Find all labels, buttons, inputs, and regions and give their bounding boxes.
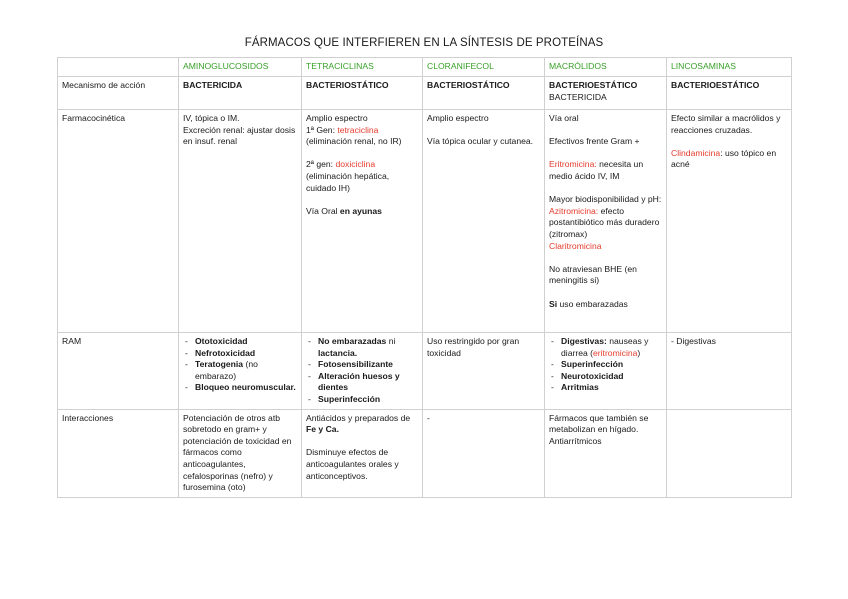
list-item: - Neurotoxicidad: [549, 371, 662, 383]
linco-farmaco-line2: [671, 148, 787, 171]
list-item: - Arritmias: [549, 382, 662, 394]
cell-inter-amino: Potenciación de otros atb sobretodo en gram+ y potenciación de toxicidad en fármacos como anticoagulantes, cefalosporinas (nefro) y furosemina (oto): [179, 409, 302, 497]
tetra-gen2-drug: doxiciclina: [335, 159, 376, 170]
tetra-inter-fe-ca: Fe y Ca.: [306, 424, 339, 435]
cell-farmaco-macro: [545, 110, 667, 333]
cell-farmaco-amino: [179, 110, 302, 333]
macro-farmaco-line2: Efectivos frente Gram +: [549, 136, 640, 147]
tetra-farmaco-line1: Amplio espectro: [306, 113, 368, 123]
macro-ram-list: [549, 336, 662, 394]
tetra-via-ayunas: en ayunas: [339, 205, 382, 216]
list-item: - Digestivas: nauseas y diarrea (eritromicina): [549, 336, 662, 359]
list-item: - No embarazadas ni lactancia.: [306, 336, 418, 359]
amino-farmaco-line2: Excreción renal: ajustar dosis en insuf. renal: [183, 124, 296, 147]
tetra-gen2-label: 2ª gen:: [306, 159, 336, 170]
list-item: - Superinfección: [306, 394, 418, 406]
macro-farmaco-line1: Vía oral: [549, 113, 579, 123]
list-item: - Teratogenia (no embarazo): [183, 359, 297, 382]
cell-mecanismo-linco: BACTERIOESTÁTICO: [667, 77, 792, 110]
tetra-gen1-drug: tetraciclina: [337, 124, 379, 135]
macro-mecanismo-line1: BACTERIOESTÁTICO: [549, 80, 638, 90]
header-tetraciclinas: TETRACICLINAS: [302, 58, 423, 77]
tetra-farmaco-line6: [306, 206, 418, 218]
cell-farmaco-tetra: [302, 110, 423, 333]
header-cell-empty: [58, 58, 179, 77]
macro-eritromicina: Eritromicina:: [549, 159, 597, 170]
macro-azitromicina-desc: efecto postantibiótico más duradero (zitromax): [549, 205, 660, 239]
list-item: - Nefrotoxicidad: [183, 348, 297, 360]
amino-ram-list: [183, 336, 297, 394]
tetra-farmaco-line4: [306, 159, 418, 171]
tetra-inter-antiacidos: Antiácidos y preparados de: [306, 412, 411, 423]
tetra-via-label: Vía Oral: [306, 205, 340, 216]
cell-mecanismo-tetra: BACTERIOSTÁTICO: [302, 77, 423, 110]
header-cloranifecol: CLORANIFECOL: [423, 58, 545, 77]
cell-mecanismo-amino: BACTERICIDA: [179, 77, 302, 110]
list-item: - Superinfección: [549, 359, 662, 371]
tetra-inter-line2: Disminuye efectos de anticoagulantes orales y anticonceptivos.: [306, 447, 399, 481]
list-item: - Bloqueo neuromuscular.: [183, 382, 297, 394]
macro-inter-line1: Fármacos que también se metabolizan en hígado.: [549, 412, 649, 435]
row-label-interacciones: Interacciones: [58, 409, 179, 497]
linco-clindamicina-desc: : uso tópico en acné: [671, 147, 777, 170]
table-row-interacciones: [58, 409, 792, 497]
macro-farmaco-line3: [549, 159, 662, 182]
cell-ram-tetra: [302, 333, 423, 410]
macro-inter-line2: Antiarrítmicos: [549, 435, 602, 446]
header-row: [58, 58, 792, 77]
cell-ram-amino: [179, 333, 302, 410]
document-title: FÁRMACOS QUE INTERFIEREN EN LA SÍNTESIS DE PROTEÍNAS: [244, 37, 604, 49]
table-row-mecanismo: [58, 77, 792, 110]
linco-farmaco-line1: Efecto similar a macrólidos y reacciones cruzadas.: [671, 113, 781, 135]
cell-inter-cloran: -: [423, 409, 545, 497]
cell-inter-macro: [545, 409, 667, 497]
tetra-inter-line1: [306, 413, 418, 436]
cell-farmaco-linco: [667, 110, 792, 333]
macro-farmaco-line7: No atraviesan BHE (en meningitis si): [549, 263, 637, 286]
cell-inter-linco: [667, 409, 792, 497]
tetra-farmaco-line2: [306, 125, 418, 137]
macro-claritromicina: Claritromicina: [549, 240, 602, 251]
tetra-farmaco-line5: (eliminación hepática, cuidado IH): [306, 170, 390, 193]
tetra-ram-list: [306, 336, 418, 406]
header-lincosaminas: LINCOSAMINAS: [667, 58, 792, 77]
cell-mecanismo-macro: [545, 77, 667, 110]
macro-mecanismo-line2: BACTERICIDA: [549, 91, 607, 102]
row-label-farmacocinetica: Farmacocinética: [58, 110, 179, 333]
cloran-farmaco-line2: Vía tópica ocular y cutanea.: [427, 136, 534, 147]
macro-farmaco-line4: Mayor biodisponibilidad y pH:: [549, 194, 662, 205]
cell-ram-cloran: Uso restringido por gran toxicidad: [423, 333, 545, 410]
tetra-gen1-label: 1ª Gen:: [306, 124, 338, 135]
list-item: - Alteración huesos y dientes: [306, 371, 418, 394]
table-row-ram: [58, 333, 792, 410]
macro-farmaco-line5: [549, 206, 662, 241]
header-aminoglucosidos: AMINOGLUCOSIDOS: [179, 58, 302, 77]
row-label-ram: RAM: [58, 333, 179, 410]
header-macrolidos: MACRÓLIDOS: [545, 58, 667, 77]
tetra-farmaco-line3: (eliminación renal, no IR): [306, 136, 402, 147]
macro-azitromicina: Azitromicina:: [549, 205, 599, 216]
list-item: - Fotosensibilizante: [306, 359, 418, 371]
table-row-farmacocinetica: [58, 110, 792, 333]
drug-comparison-table: [57, 57, 792, 498]
cell-ram-macro: [545, 333, 667, 410]
cell-farmaco-cloran: [423, 110, 545, 333]
cell-ram-linco: - Digestivas: [667, 333, 792, 410]
macro-farmaco-line8: [549, 299, 662, 311]
cell-mecanismo-cloran: BACTERIOSTÁTICO: [423, 77, 545, 110]
macro-si: Si: [549, 298, 558, 309]
row-label-mecanismo: Mecanismo de acción: [58, 77, 179, 110]
linco-clindamicina: Clindamicina: [671, 147, 721, 158]
cloran-farmaco-line1: Amplio espectro: [427, 113, 489, 123]
cell-inter-tetra: [302, 409, 423, 497]
amino-farmaco-line1: IV, tópica o IM.: [183, 113, 240, 123]
macro-eritromicina-desc: necesita un medio ácido IV, IM: [549, 159, 644, 181]
list-item: - Ototoxicidad: [183, 336, 297, 348]
macro-uso-embarazadas: uso embarazadas: [557, 298, 628, 309]
